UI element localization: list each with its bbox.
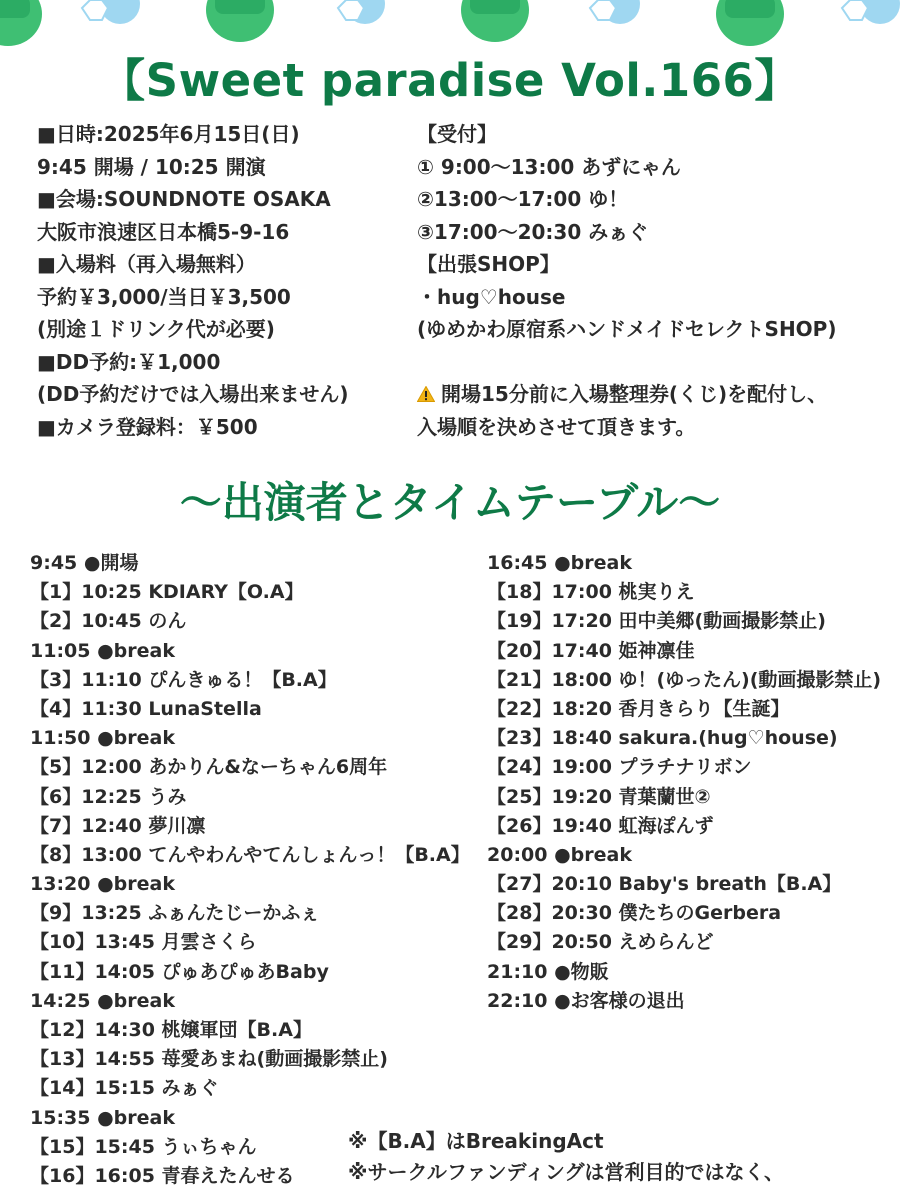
reception-info bbox=[417, 118, 836, 443]
timetable-row: 9:45 ●開場 bbox=[30, 552, 139, 574]
timetable-row: 【12】14:30 桃嬢軍団【B.A】 bbox=[30, 1019, 312, 1041]
warning-icon bbox=[417, 386, 435, 402]
info-line: 予約￥3,000/当日￥3,500 bbox=[37, 284, 291, 309]
timetable-row: 【16】16:05 青春えたんせる bbox=[30, 1164, 295, 1187]
notes bbox=[348, 1126, 784, 1188]
reception-line: ②13:00〜17:00 ゆ！ bbox=[417, 187, 629, 211]
reception-line: ・hug♡house bbox=[417, 284, 566, 309]
timetable-row: 【18】17:00 桃実りえ bbox=[487, 581, 695, 604]
timetable-row: 【9】13:25 ふぁんたじーかふぇ bbox=[30, 902, 320, 925]
timetable-right-column bbox=[487, 549, 881, 1016]
timetable-row: 【3】11:10 ぴんきゅる！【B.A】 bbox=[30, 668, 337, 691]
reception-line: 【出張SHOP】 bbox=[417, 252, 560, 276]
timetable-row: 【7】12:40 夢川凛 bbox=[30, 814, 206, 837]
timetable-row: 11:50 ●break bbox=[30, 727, 175, 750]
warning-line bbox=[417, 378, 836, 411]
timetable-row: 【4】11:30 LunaStella bbox=[30, 697, 262, 720]
timetable-row: 【20】17:40 姫神凛佳 bbox=[487, 639, 695, 662]
info-line: 大阪市浪速区日本橋5-9-16 bbox=[37, 219, 290, 244]
info-line: ■会場:SOUNDNOTE OSAKA bbox=[37, 187, 331, 211]
timetable-row: 【24】19:00 プラチナリボン bbox=[487, 756, 752, 779]
timetable-row: 【14】15:15 みぁぐ bbox=[30, 1077, 219, 1100]
reception-line: 【受付】 bbox=[417, 122, 497, 146]
timetable-row: 【23】18:40 sakura.(hug♡house) bbox=[487, 727, 838, 750]
info-line: ■入場料（再入場無料） bbox=[37, 252, 256, 276]
timetable-row: 【13】14:55 苺愛あまね(動画撮影禁止) bbox=[30, 1048, 388, 1071]
timetable-row: 【22】18:20 香月きらり【生誕】 bbox=[487, 697, 790, 720]
timetable-row: 13:20 ●break bbox=[30, 873, 175, 896]
reception-line: ③17:00〜20:30 みぁぐ bbox=[417, 219, 649, 244]
timetable-row: 【27】20:10 Baby's breath【B.A】 bbox=[487, 873, 842, 896]
timetable-row: 【26】19:40 虹海ぽんず bbox=[487, 814, 714, 837]
timetable-row: 【10】13:45 月雲さくら bbox=[30, 931, 257, 954]
timetable-row: 11:05 ●break bbox=[30, 639, 175, 662]
decorative-border bbox=[0, 0, 900, 50]
spacer bbox=[417, 346, 836, 379]
timetable-left-column bbox=[30, 549, 470, 1191]
reception-line: ① 9:00〜13:00 あずにゃん bbox=[417, 154, 681, 179]
timetable-row: 【8】13:00 てんやわんやてんしょんっ！【B.A】 bbox=[30, 843, 470, 866]
timetable-row: 【15】15:45 うぃちゃん bbox=[30, 1135, 257, 1158]
timetable-row: 【25】19:20 青葉蘭世② bbox=[487, 785, 711, 808]
info-line: ■カメラ登録料：￥500 bbox=[37, 414, 258, 439]
timetable-row: 【21】18:00 ゆ！(ゆったん)(動画撮影禁止) bbox=[487, 668, 882, 691]
info-line: ■日時:2025年6月15日(日) bbox=[37, 122, 300, 146]
note-line: ※【B.A】はBreakingAct bbox=[348, 1129, 604, 1153]
timetable-row: 16:45 ●break bbox=[487, 552, 632, 574]
info-line: 9:45 開場 / 10:25 開演 bbox=[37, 154, 266, 179]
event-title: 【Sweet paradise Vol.166】 bbox=[100, 54, 800, 107]
info-line: (DD予約だけでは入場出来ません) bbox=[37, 382, 349, 406]
timetable-heading: 〜出演者とタイムテーブル〜 bbox=[179, 478, 721, 527]
info-line: ■DD予約:￥1,000 bbox=[37, 349, 221, 374]
reception-line: (ゆめかわ原宿系ハンドメイドセレクトSHOP) bbox=[417, 317, 837, 341]
timetable-row: 22:10 ●お客様の退出 bbox=[487, 989, 685, 1012]
timetable-row: 20:00 ●break bbox=[487, 843, 632, 866]
timetable-row: 【29】20:50 えめらんど bbox=[487, 931, 714, 954]
info-line: (別途１ドリンク代が必要) bbox=[37, 317, 275, 341]
timetable-row: 【11】14:05 ぴゅあぴゅあBaby bbox=[30, 960, 329, 983]
note-line: ※サークルファンディングは営利目的ではなく、 bbox=[348, 1160, 785, 1184]
timetable-row: 【1】10:25 KDIARY【O.A】 bbox=[30, 581, 304, 604]
timetable-row: 【28】20:30 僕たちのGerbera bbox=[487, 902, 782, 925]
timetable-row: 【5】12:00 あかりん&なーちゃん6周年 bbox=[30, 756, 388, 779]
warning-text: 開場15分前に入場整理券(くじ)を配付し、 bbox=[441, 382, 828, 406]
timetable-row: 15:35 ●break bbox=[30, 1106, 175, 1129]
timetable-row: 14:25 ●break bbox=[30, 989, 175, 1012]
timetable-row: 21:10 ●物販 bbox=[487, 960, 609, 983]
warning-line: 入場順を決めさせて頂きます。 bbox=[417, 414, 696, 439]
timetable-row: 【2】10:45 のん bbox=[30, 610, 187, 633]
timetable-row: 【19】17:20 田中美郷(動画撮影禁止) bbox=[487, 610, 826, 633]
timetable-row: 【6】12:25 うみ bbox=[30, 785, 187, 808]
event-info bbox=[37, 118, 348, 443]
